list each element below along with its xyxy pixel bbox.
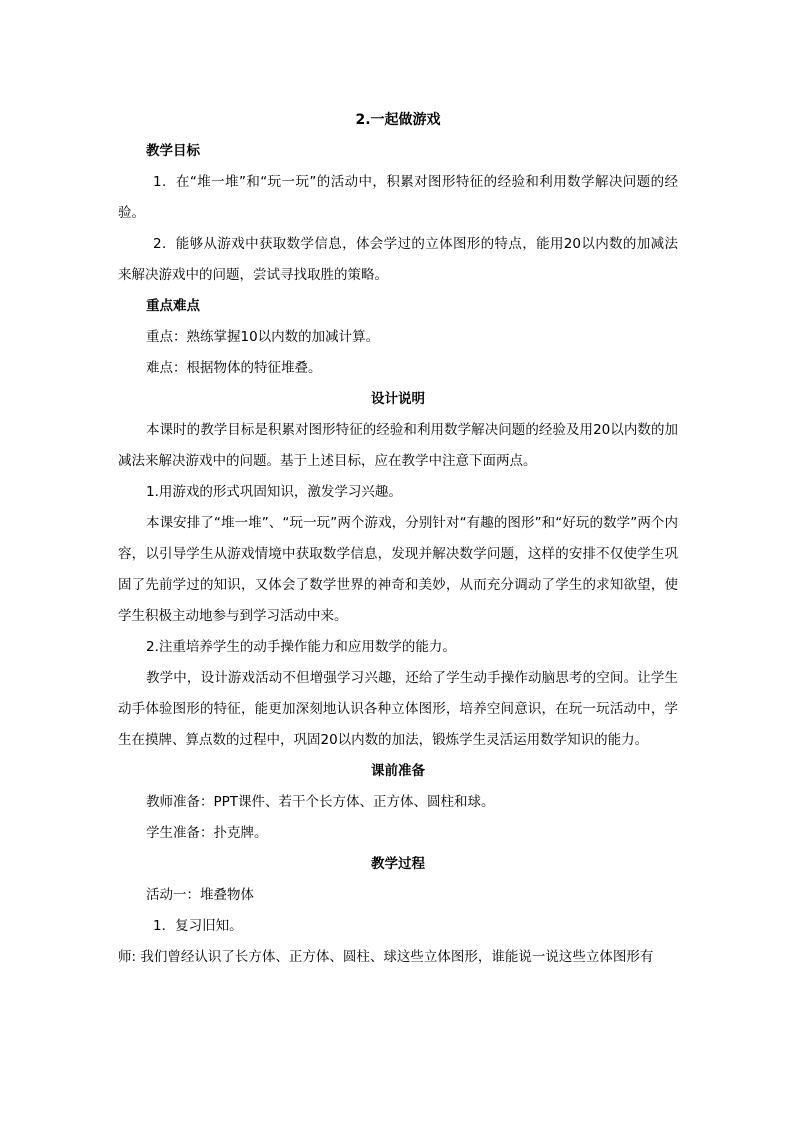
- goal-paragraph-1: 1．在“堆一堆”和“玩一玩”的活动中，积累对图形特征的经验和利用数学解决问题的经验。: [118, 174, 678, 221]
- document-page: [118, 104, 678, 973]
- design-point-1: 1.用游戏的形式巩固知识，激发学习兴趣。: [146, 484, 402, 500]
- teacher-dialogue: 师: 我们曾经认识了长方体、正方体、圆柱、球这些立体图形，谁能说一说这些立体图形有: [118, 949, 654, 965]
- design-point-2: 2.注重培养学生的动手操作能力和应用数学的能力。: [146, 639, 456, 655]
- section-heading-teaching-process: 教学过程: [371, 856, 425, 872]
- design-paragraph-2: 本课安排了“堆一堆”、“玩一玩”两个游戏，分别针对“有趣的图形”和“好玩的数学”两个内容，以引导学生从游戏情境中获取数学信息，发现并解决数学问题，这样的安排不仅使学生巩固了先前学过的知识，又体会了数学世界的神奇和美妙，从而充分调动了学生的求知欲望，使学生积极主动地参与到学习活动中来。: [118, 515, 678, 624]
- section-heading-key-difficult-points: 重点难点: [146, 298, 200, 314]
- review-step: 1．复习旧知。: [153, 918, 243, 934]
- teacher-preparation: 教师准备：PPT课件、若干个长方体、正方体、圆柱和球。: [146, 794, 495, 810]
- key-point-text: 重点：熟练掌握10以内数的加减计算。: [146, 329, 380, 345]
- student-preparation: 学生准备：扑克牌。: [146, 825, 268, 841]
- activity-one-title: 活动一：堆叠物体: [146, 887, 254, 903]
- section-heading-teaching-goals: 教学目标: [146, 143, 200, 159]
- difficult-point-text: 难点：根据物体的特征堆叠。: [146, 360, 322, 376]
- document-title: 2.一起做游戏: [355, 112, 441, 128]
- section-heading-preparation: 课前准备: [371, 763, 425, 779]
- design-paragraph-3: 教学中，设计游戏活动不但增强学习兴趣，还给了学生动手操作动脑思考的空间。让学生动手体验图形的特征，能更加深刻地认识各种立体图形，培养空间意识，在玩一玩活动中，学生在摸牌、算点数的过程中，巩固20以内数的加法，锻炼学生灵活运用数学知识的能力。: [118, 670, 678, 748]
- design-paragraph-1: 本课时的教学目标是积累对图形特征的经验和利用数学解决问题的经验及用20以内数的加减法来解决游戏中的问题。基于上述目标，应在教学中注意下面两点。: [118, 422, 678, 469]
- section-heading-design-notes: 设计说明: [371, 391, 425, 407]
- goal-paragraph-2: 2．能够从游戏中获取数学信息，体会学过的立体图形的特点，能用20以内数的加减法来解决游戏中的问题，尝试寻找取胜的策略。: [118, 236, 678, 283]
